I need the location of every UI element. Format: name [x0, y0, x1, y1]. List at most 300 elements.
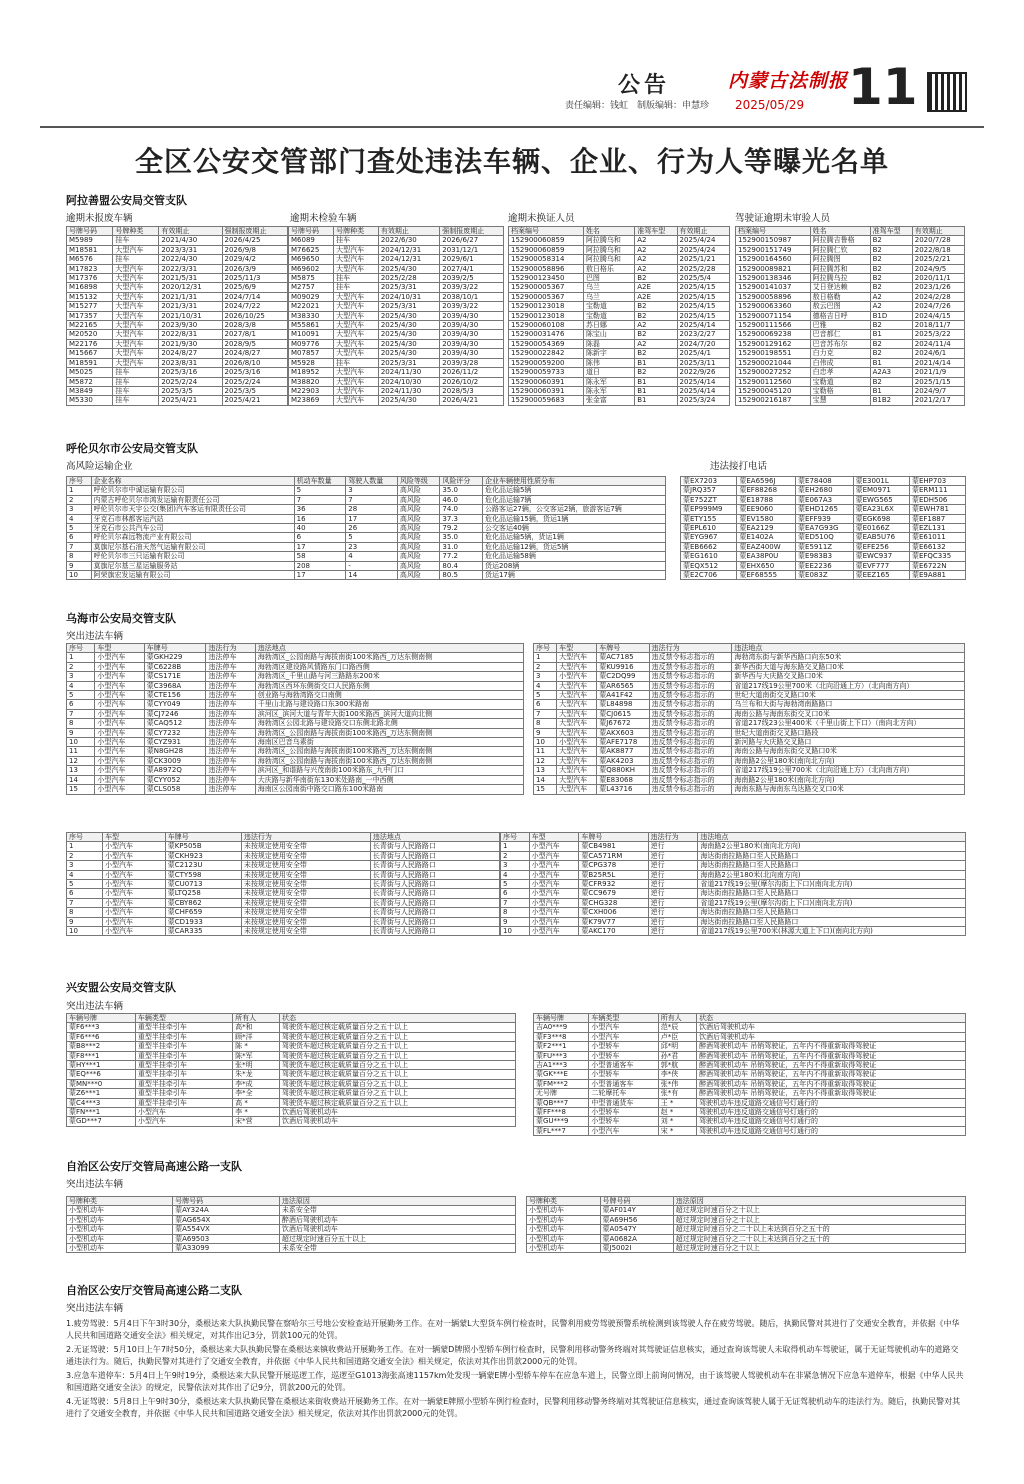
table-cell: 驾驶货车超过核定载质量百分之五十以上 — [279, 1032, 515, 1041]
table-cell: 未按规定使用安全带 — [241, 880, 370, 889]
table-cell: 阿拉腾乌拉 — [810, 274, 870, 283]
table-cell: 蒙EPL610 — [681, 524, 737, 533]
data-table — [66, 832, 500, 936]
table-cell: 蒙E78408 — [796, 477, 854, 486]
table-cell: 80.4 — [440, 561, 483, 570]
table-cell: 蒙CYZ931 — [144, 738, 206, 747]
table-cell: 蒙CPG378 — [579, 861, 648, 870]
table-cell: 新河路与大庆路交叉路口 — [732, 738, 965, 747]
table-cell: 蒙E61011 — [909, 533, 965, 542]
table-cell: 违法停车 — [206, 691, 255, 700]
table-cell: 152900021044 — [736, 358, 811, 367]
table-row — [67, 495, 666, 504]
table-cell: 152900054369 — [509, 339, 584, 348]
table-cell: 10 — [534, 738, 557, 747]
table-row — [67, 245, 288, 254]
table-cell: 小型普通客车 — [589, 1079, 658, 1088]
table-cell: 蒙ERM111 — [909, 486, 965, 495]
table-cell: 2025/4/30 — [378, 264, 439, 273]
table-row — [534, 1098, 966, 1107]
table-cell: 违法停车 — [206, 775, 255, 784]
table-row — [289, 330, 504, 339]
table-cell: 1 — [67, 842, 103, 851]
table-cell: 大型汽车 — [334, 255, 379, 264]
table-row — [289, 377, 504, 386]
table-cell: 蒙GD***7 — [67, 1117, 136, 1126]
wuhai-prohibition-table — [533, 643, 965, 795]
data-table — [735, 226, 965, 406]
table-cell: 大型汽车 — [113, 292, 159, 301]
table-cell: 10 — [67, 571, 92, 580]
table-cell: 2018/11/7 — [912, 321, 964, 330]
column-header: 姓名 — [583, 227, 634, 236]
table-row — [67, 728, 524, 737]
table-cell: M15132 — [67, 292, 113, 301]
table-header-row — [534, 1014, 966, 1023]
table-cell: 违反禁令标志指示的 — [649, 691, 732, 700]
table-cell: 7 — [67, 709, 95, 718]
table-cell: M17376 — [67, 274, 113, 283]
table-cell: 6 — [67, 700, 95, 709]
table-cell: 蒙F2***1 — [534, 1042, 589, 1051]
wuhai-parking-table — [66, 643, 524, 795]
table-cell: 饮酒后驾驶机动车 — [279, 1108, 515, 1117]
table-cell: 挂车 — [113, 255, 159, 264]
table-cell: M5928 — [289, 358, 334, 367]
table-cell: B1B2 — [870, 396, 912, 405]
table-row — [509, 292, 730, 301]
table-cell: 挂车 — [113, 396, 159, 405]
table-row — [534, 1079, 966, 1088]
table-cell: 2028/5/3 — [440, 386, 504, 395]
table-row — [67, 311, 288, 320]
table-cell: 蒙AKC170 — [579, 927, 648, 936]
table-cell: 超过规定时速百分之十以上 — [673, 1215, 965, 1224]
table-cell: 152900150987 — [736, 236, 811, 245]
wuhai-wrongway-table — [500, 832, 966, 936]
column-header: 号牌号码 — [67, 227, 113, 236]
table-row — [736, 311, 965, 320]
table-cell: 醉酒后驾驶机动车 — [279, 1215, 515, 1224]
table-cell: 海南路2公里180米(南向北方向) — [732, 775, 965, 784]
table-cell: 大型汽车 — [557, 775, 597, 784]
column-header: 有效期止 — [159, 227, 222, 236]
table-cell: 蒙EAB5U76 — [853, 533, 909, 542]
table-row — [67, 283, 288, 292]
table-cell: 蒙E0166Z — [853, 524, 909, 533]
table-cell: 74.0 — [440, 505, 483, 514]
hw2-paragraphs — [66, 1318, 966, 1420]
table-cell: 蒙EYG967 — [681, 533, 737, 542]
table-row — [534, 1023, 966, 1032]
table-cell: B2 — [870, 255, 912, 264]
table-header-row — [67, 1014, 516, 1023]
table-cell: M10091 — [289, 330, 334, 339]
table-cell: B1 — [870, 386, 912, 395]
table-cell: A2 — [635, 245, 677, 254]
editor-credits: 责任编辑：钱虹 制版编辑：申慧珍 — [565, 101, 710, 111]
table-cell: 152900058896 — [736, 292, 811, 301]
table-cell: 危化品运输5辆 — [482, 486, 665, 495]
table-cell: 驾驶货车超过核定载质量百分之五十以上 — [279, 1098, 515, 1107]
table-row — [67, 889, 500, 898]
table-row — [67, 1032, 516, 1041]
table-cell: 小型汽车 — [529, 917, 579, 926]
table-row — [736, 292, 965, 301]
table-cell: 王 * — [658, 1098, 696, 1107]
table-cell: 蒙A33099 — [173, 1244, 280, 1253]
table-row — [681, 552, 966, 561]
table-cell: 10 — [67, 738, 95, 747]
table-cell: 蒙J5002I — [600, 1244, 673, 1253]
table-cell: 蒙EFQC335 — [909, 552, 965, 561]
table-cell: 违反禁令标志指示的 — [649, 766, 732, 775]
table-cell: 蒙EFE256 — [853, 542, 909, 551]
table-cell: 小型轿车 — [589, 1117, 658, 1126]
table-row — [67, 505, 666, 514]
table-cell: 长青街与人民路路口 — [370, 908, 499, 917]
table-cell: 挂车 — [334, 283, 379, 292]
table-row — [67, 514, 666, 523]
table-cell: 大型汽车 — [113, 311, 159, 320]
table-cell: 小型汽车 — [103, 927, 166, 936]
table-cell: 2039/3/22 — [440, 283, 504, 292]
table-header-row — [67, 227, 288, 236]
table-cell: 小型汽车 — [95, 662, 144, 671]
table-cell: 蒙EWC937 — [853, 552, 909, 561]
table-cell: 蒙CC9679 — [579, 889, 648, 898]
table-cell: 蒙EM0971 — [853, 486, 909, 495]
table-cell: 巴音都仁 — [810, 330, 870, 339]
table-cell: 顾*洋 — [233, 1032, 280, 1041]
table-cell: 未按规定使用安全带 — [241, 889, 370, 898]
table-row — [681, 524, 966, 533]
table-cell: 大型汽车 — [557, 719, 597, 728]
table-cell: 朱*龙 — [233, 1070, 280, 1079]
table-header-row — [534, 644, 965, 653]
table-cell: 蒙CA571RM — [579, 851, 648, 860]
table-cell: 阿拉腾图 — [810, 255, 870, 264]
table-cell: 蒙EG1610 — [681, 552, 737, 561]
table-row — [67, 700, 524, 709]
table-cell: 蒙F3***8 — [534, 1032, 589, 1041]
table-cell: 吉A1***3 — [534, 1061, 589, 1070]
table-cell: 范*辰 — [658, 1023, 696, 1032]
table-row — [67, 908, 500, 917]
column-header: 车牌号 — [579, 833, 648, 842]
table-cell: 37.3 — [440, 514, 483, 523]
table-cell: 152900005367 — [509, 292, 584, 301]
table-cell: M17823 — [67, 264, 113, 273]
table-row — [534, 756, 965, 765]
table-cell: 新华西与大庆路交叉路口0米 — [732, 672, 965, 681]
table-cell: 77.2 — [440, 552, 483, 561]
column-header: 车辆号牌 — [67, 1014, 136, 1023]
table-row — [681, 542, 966, 551]
column-header: 序号 — [534, 644, 557, 653]
table-cell: B1D — [870, 311, 912, 320]
table-cell: 驾驶货车超过核定载质量百分之五十以上 — [279, 1079, 515, 1088]
table-cell: 刘 * — [658, 1117, 696, 1126]
table-cell: 2024/11/4 — [912, 339, 964, 348]
table-cell: 重型半挂牵引车 — [135, 1042, 232, 1051]
table-cell: 宝慧 — [810, 396, 870, 405]
table-cell: 白伟成 — [810, 358, 870, 367]
table-cell: 乌兰布和大街与海勃湾南路路口 — [732, 700, 965, 709]
table-cell: 海达街南拉路路口至人民路路口 — [698, 908, 966, 917]
table-cell: 海达街南拉路路口至人民路路口 — [698, 889, 966, 898]
table-cell: 醉酒驾驶机动车 吊销驾驶证，五年内不得重新取得驾驶证 — [697, 1042, 966, 1051]
table-cell: 2026/3/9 — [222, 264, 287, 273]
table-cell: 违法停车 — [206, 672, 255, 681]
table-cell: 驾驶机动车违反道路交通信号灯通行的 — [697, 1126, 966, 1135]
table-cell: 4 — [67, 681, 95, 690]
table-cell: 吉A0***9 — [534, 1023, 589, 1032]
table-cell: 35.0 — [440, 533, 483, 542]
column-header: 号牌号码 — [173, 1197, 280, 1206]
table-cell: M22176 — [67, 339, 113, 348]
table-row — [67, 681, 524, 690]
table-cell: 饮酒后驾驶机动车 — [279, 1117, 515, 1126]
table-cell: 152900164560 — [736, 255, 811, 264]
table-row — [67, 386, 288, 395]
table-cell: M5875 — [289, 274, 334, 283]
table-cell: 2024/9/5 — [912, 264, 964, 273]
table-cell: 蒙AG654X — [173, 1215, 280, 1224]
table-cell: A2 — [635, 236, 677, 245]
table-cell: 郭*航 — [658, 1061, 696, 1070]
table-cell: 海勃湾东街与新华西路口向东50米 — [732, 653, 965, 662]
table-row — [501, 880, 966, 889]
table-cell: 长青街与人民路路口 — [370, 889, 499, 898]
table-cell: 大型汽车 — [334, 330, 379, 339]
table-cell: 小型机动车 — [527, 1215, 601, 1224]
table-row — [67, 349, 288, 358]
table-row — [501, 898, 966, 907]
table-cell: 2024/10/30 — [378, 377, 439, 386]
table-cell: 蒙EA2129 — [737, 524, 796, 533]
table-row — [67, 842, 500, 851]
hw1-table-b — [526, 1196, 966, 1253]
table-cell: 逆行 — [648, 880, 698, 889]
table-cell: 违法停车 — [206, 728, 255, 737]
table-cell: 危化品运输15辆，货运1辆 — [482, 514, 665, 523]
column-header: 准驾车型 — [635, 227, 677, 236]
table-cell: 5 — [534, 691, 557, 700]
table-cell: 张*伟 — [658, 1079, 696, 1088]
table-cell: 重型半挂牵引车 — [135, 1061, 232, 1070]
table-cell: 蒙MN***0 — [67, 1079, 136, 1088]
table-cell: 长青街与人民路路口 — [370, 927, 499, 936]
table-cell: 蒙CHF659 — [165, 908, 241, 917]
data-table — [533, 1013, 966, 1136]
table-cell: 违法停车 — [206, 719, 255, 728]
table-cell: 蒙C4***3 — [67, 1098, 136, 1107]
table-cell: 大型汽车 — [334, 321, 379, 330]
table-row — [67, 662, 524, 671]
table-header-row — [67, 477, 666, 486]
table-cell: 11 — [534, 747, 557, 756]
table-cell: 36 — [294, 505, 346, 514]
table-cell: 蒙E2C706 — [681, 571, 737, 580]
table-cell: 违反禁令标志指示的 — [649, 728, 732, 737]
table-cell: 蒙Z6***1 — [67, 1089, 136, 1098]
table-cell: 2023/1/26 — [912, 283, 964, 292]
table-cell: 海南路2公里180米(南向北方向) — [732, 756, 965, 765]
table-cell: 高风险 — [397, 552, 440, 561]
table-cell: 小型机动车 — [67, 1215, 173, 1224]
table-row — [289, 311, 504, 320]
table-cell: 小型汽车 — [95, 775, 144, 784]
table-cell: 152900216187 — [736, 396, 811, 405]
table-cell: A2 — [635, 339, 677, 348]
table-cell: 小型汽车 — [95, 672, 144, 681]
column-header: 违法地点 — [255, 644, 523, 653]
table-cell: 2039/4/30 — [440, 339, 504, 348]
table-cell: 货运17辆 — [482, 571, 665, 580]
wuhai-subtitle: 突出违法车辆 — [66, 631, 124, 642]
table-cell: 未按规定使用安全带 — [241, 927, 370, 936]
table-cell: 小型汽车 — [529, 851, 579, 860]
hw1-table-a — [66, 1196, 516, 1253]
table-cell: M76625 — [289, 245, 334, 254]
table-row — [534, 1061, 966, 1070]
table-cell: 蒙K79V77 — [579, 917, 648, 926]
table-cell: 驾驶货车超过核定载质量百分之五十以上 — [279, 1051, 515, 1060]
table-cell: A2E — [635, 292, 677, 301]
table-cell: 张*有 — [658, 1089, 696, 1098]
table-cell: 蒙E66132 — [909, 542, 965, 551]
table-cell: 152900060859 — [509, 236, 584, 245]
table-cell: 2021/3/31 — [159, 302, 222, 311]
table-row — [509, 386, 730, 395]
table-cell: 7 — [294, 495, 346, 504]
hw1-section-title: 自治区公安厅交管局高速公路一支队 — [66, 1160, 242, 1173]
table-cell: 小型汽车 — [529, 889, 579, 898]
table-cell: B2 — [870, 274, 912, 283]
table-row — [736, 321, 965, 330]
page-number: 11 — [848, 58, 918, 116]
table-cell: 蒙C6228B — [144, 662, 206, 671]
table-cell: 海达街南拉路路口至人民路路口 — [698, 851, 966, 860]
table-cell: 李*侠 — [658, 1070, 696, 1079]
table-cell: 2022/4/30 — [159, 255, 222, 264]
table-cell: 蒙CBY862 — [165, 898, 241, 907]
table-cell: 大型汽车 — [113, 264, 159, 273]
table-cell: 152900111566 — [736, 321, 811, 330]
table-cell: 2025/4/24 — [677, 245, 729, 254]
table-cell: M17357 — [67, 311, 113, 320]
table-cell: 海南路2公里180米(南向北方向) — [698, 842, 966, 851]
table-cell: 蒙ED510Q — [796, 533, 854, 542]
table-row — [534, 775, 965, 784]
table-cell: 蒙FU***3 — [534, 1051, 589, 1060]
table-row — [736, 283, 965, 292]
table-cell: 蒙FM***2 — [534, 1079, 589, 1088]
table-row — [736, 302, 965, 311]
table-cell: B1 — [870, 358, 912, 367]
table-cell: 152900123018 — [509, 311, 584, 320]
table-cell: 6 — [294, 533, 346, 542]
table-cell: 152900059200 — [509, 358, 584, 367]
table-row — [67, 870, 500, 879]
table-cell: 蒙EVF777 — [853, 561, 909, 570]
table-cell: 世纪大道南街交叉路口路段 — [732, 728, 965, 737]
hw2-paragraph: 1.疲劳驾驶：5月4日下午3时30分，桑根达来大队执勤民警在察哈尔三号地公安检查站开展勤务工作。在对一辆蒙L大型货车例行检查时，民警利用疲劳驾驶预警系统检测到该驾驶人存在疲劳驾驶。随后，执勤民警对其进行了交通安全教育，并依据《中华人民共和国道路交通安全法》相关规定，对其作出记3分，罚款100元的处罚。 — [66, 1319, 960, 1340]
table-cell: 陈永军 — [583, 377, 634, 386]
table-cell: 蒙B8***2 — [67, 1042, 136, 1051]
table-cell: 2024/8/27 — [222, 349, 287, 358]
table-cell: 蒙A41F42 — [597, 691, 649, 700]
table-cell: 小型汽车 — [95, 653, 144, 662]
table-cell: 小型汽车 — [95, 747, 144, 756]
table-row — [527, 1244, 966, 1253]
table-cell: 蒙E083Z — [796, 571, 854, 580]
table-cell: 小型汽车 — [95, 756, 144, 765]
table-cell: M15667 — [67, 349, 113, 358]
table-row — [534, 653, 965, 662]
table-cell: 醉酒驾驶机动车 吊销驾驶证，五年内不得重新取得驾驶证 — [697, 1061, 966, 1070]
table-row — [67, 377, 288, 386]
table-row — [67, 1023, 516, 1032]
table-cell: 152900027252 — [736, 368, 811, 377]
data-table — [66, 643, 524, 795]
table-cell: 高风险 — [397, 533, 440, 542]
table-cell: 2029/4/2 — [222, 255, 287, 264]
table-row — [681, 571, 966, 580]
table-cell: 2026/4/21 — [440, 396, 504, 405]
table-cell: 2026/10/25 — [222, 311, 287, 320]
table-cell: 152900059733 — [509, 368, 584, 377]
table-cell: 小型汽车 — [103, 842, 166, 851]
table-cell: 大型汽车 — [334, 245, 379, 254]
table-row — [67, 1244, 516, 1253]
table-cell: 大型汽车 — [334, 311, 379, 320]
table-row — [509, 283, 730, 292]
column-header: 企业车辆使用性质分布 — [482, 477, 665, 486]
table-row — [67, 339, 288, 348]
table-cell: 中型普通货车 — [589, 1098, 658, 1107]
table-cell: 2025/3/22 — [912, 330, 964, 339]
table-cell: 2026/9/8 — [222, 245, 287, 254]
table-cell: 蒙AF014Y — [600, 1206, 673, 1215]
table-cell: 152900138346 — [736, 274, 811, 283]
table-cell: 驾驶货车超过核定载质量百分之五十以上 — [279, 1089, 515, 1098]
table-cell: 巴图 — [583, 274, 634, 283]
table-cell: 蒙EE9060 — [737, 505, 796, 514]
table-cell: 28 — [346, 505, 398, 514]
table-cell: 大型汽车 — [557, 709, 597, 718]
table-row — [67, 561, 666, 570]
table-row — [67, 533, 666, 542]
table-row — [681, 533, 966, 542]
table-cell: 1 — [67, 653, 95, 662]
table-cell: 违反禁令标志指示的 — [649, 738, 732, 747]
table-cell: A2 — [870, 292, 912, 301]
table-row — [67, 236, 288, 245]
table-cell: 蒙EA6596J — [737, 477, 796, 486]
table-row — [67, 785, 524, 794]
table-cell: 大型汽车 — [113, 283, 159, 292]
table-cell: 驾驶机动车违反道路交通信号灯通行的 — [697, 1117, 966, 1126]
table-cell: 滨河区_滨河大道与青年大街100米路西_滨河大道向北侧 — [255, 709, 523, 718]
table-cell: 敖云巴图 — [810, 302, 870, 311]
column-header: 序号 — [67, 833, 103, 842]
table-cell: 14 — [534, 775, 557, 784]
table-cell: 8 — [534, 719, 557, 728]
table-cell: 2022/8/18 — [912, 245, 964, 254]
table-cell: 蒙J67672 — [597, 719, 649, 728]
